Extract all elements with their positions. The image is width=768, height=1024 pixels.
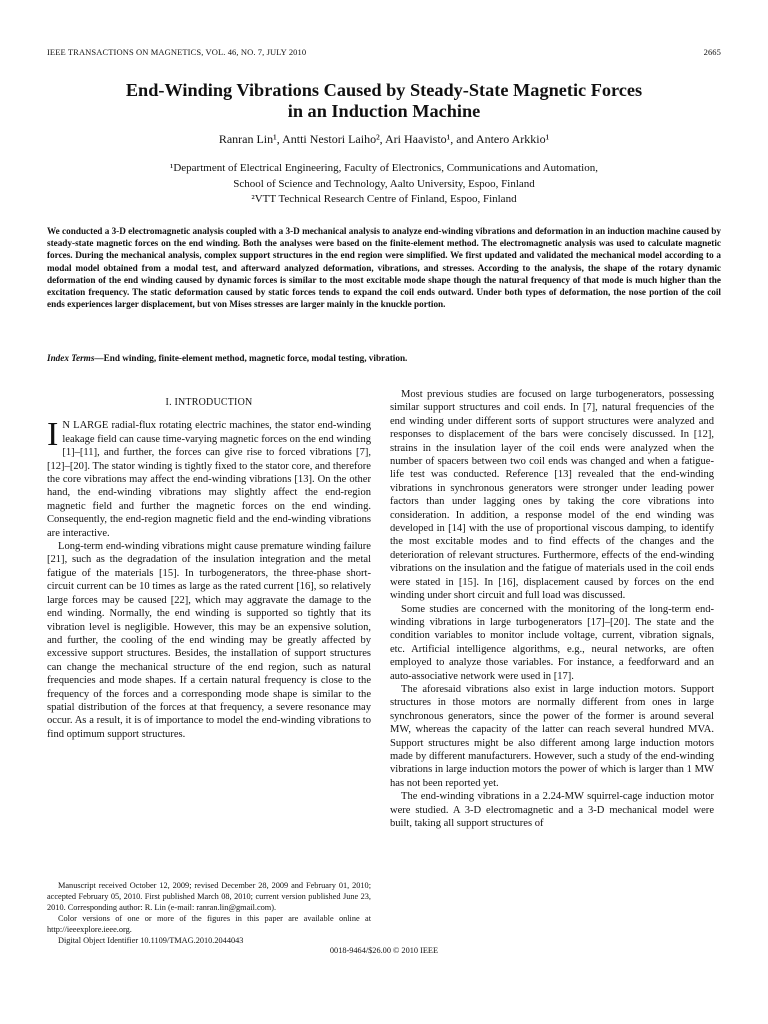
affiliation-line: ²VTT Technical Research Centre of Finland, Espoo, Finland bbox=[251, 193, 517, 206]
right-column bbox=[390, 388, 714, 830]
paragraph: The end-winding vibrations in a 2.24-MW squirrel-cage induction motor were studied. A 3-D electromagnetic and a 3-D mechanical model were built, taking all support structures of bbox=[390, 791, 714, 829]
page-number: 2665 bbox=[703, 47, 721, 57]
footnotes bbox=[47, 880, 371, 946]
title-line-2: in an Induction Machine bbox=[287, 101, 481, 121]
paragraph: Long-term end-winding vibrations might cause premature winding failure [21], such as the degradation of the insulation integration and the metal fatigue of the materials [15]. In turbogenerators, the three-phase short-circuit current can be 10 times as large as the rated current [16], so relatively large forces may be caused [22], which may aggravate the damage to the end winding. Normally, the end winding is supported so tightly that its vibration level is negligible. However, this may be an expensive solution, and further, the cooling of the end winding may be greatly affected by excessive support structures. Besides, the installation of support structures can change the mechanical structure of the end region, such as natural frequencies and mode shapes. If a certain natural frequency is close to the frequency of the forces and a corresponding mode shape is similar to the spatial distribution of the forces at that frequency, a severe resonance may occur. As a result, it is of importance to model the end-winding vibrations to find optimum support structures. bbox=[47, 541, 371, 740]
drop-cap: I bbox=[47, 416, 59, 454]
affiliation-line: School of Science and Technology, Aalto University, Espoo, Finland bbox=[233, 177, 535, 190]
title-line-1: End-Winding Vibrations Caused by Steady-State Magnetic Forces bbox=[125, 80, 643, 100]
left-column bbox=[47, 392, 371, 741]
journal-name: IEEE TRANSACTIONS ON MAGNETICS, VOL. 46, NO. 7, JULY 2010 bbox=[47, 47, 307, 57]
index-terms bbox=[47, 353, 721, 363]
paper-title bbox=[60, 80, 708, 122]
paragraph: Some studies are concerned with the monitoring of the long-term end-winding vibrations in large turbogenerators [17]–[20]. The state and the condition variables to monitor include voltage, current, vibration signals, etc. Artificial intelligence algorithms, e.g., neural networks, are often employed to analyze those variables. For instance, a feedforward and an auto-associative network were used in [17]. bbox=[390, 603, 714, 682]
author-list: Ranran Lin¹, Antti Nestori Laiho², Ari Haavisto¹, and Antero Arkkio¹ bbox=[218, 132, 550, 146]
paragraph bbox=[47, 416, 371, 540]
affiliations bbox=[40, 161, 728, 208]
paragraph-text: N LARGE radial-flux rotating electric machines, the stator end-winding leakage field can cause time-varying magnetic forces on the end winding [1]–[11], and further, the forces can give rise to forced vibrations [7], [12]–[20]. The stator winding is tightly fixed to the stator core, and therefore the core vibrations may affect the end-winding vibrations [13]. On the other hand, the end-winding vibrations may slightly affect the end-region magnetic field and further the magnetic forces on the end winding. Consequently, the end-region magnetic field and the end-winding vibrations are interactive. bbox=[47, 420, 371, 539]
footnote: Digital Object Identifier 10.1109/TMAG.2010.2044043 bbox=[58, 936, 244, 945]
index-terms-label: Index Terms bbox=[47, 353, 95, 363]
section-heading: I. INTRODUCTION bbox=[165, 397, 253, 408]
affiliation-line: ¹Department of Electrical Engineering, Faculty of Electronics, Communications and Automation, bbox=[170, 162, 598, 174]
abstract: We conducted a 3-D electromagnetic analysis coupled with a 3-D mechanical analysis to analyze end-winding vibrations and deformation in an induction machine caused by steady-state magnetic forces on the end winding. Both the analyses were based on the finite-element method. The electromagnetic analysis was used to calculate magnetic forces. During the mechanical analysis, complex support structures in the end region were simplified. We first updated and validated the mechanical model according to a modal model obtained from a modal test, and afterward analyzed deformation, vibrations, and stresses. According to the analysis, the shape of the rotary dynamic deformation of the end winding caused by dynamic forces is similar to the most excitable mode shape though the natural frequency of that mode is much higher than the excitation frequency. The static deformation caused by static forces tends to expand the coil ends outward. Under both types of deformation, the nose portion of the coil ends experiences larger displacement, but von Mises stresses are larger mainly in the knuckle portion. bbox=[47, 226, 721, 310]
footnote: Manuscript received October 12, 2009; revised December 28, 2009 and February 01, 2010; accepted February 05, 2010. First published March 08, 2010; current version published June 23, 2010. Corresponding author: R. Lin (e-mail: ranran.lin@gmail.com). bbox=[47, 881, 371, 912]
paragraph: Most previous studies are focused on large turbogenerators, possessing similar support structures and coil ends. In [7], natural frequencies of the end winding under different sorts of support structures were analyzed and responses to displacement of the bars were concisely discussed. In [12], strains in the insulation layer of the coil ends were analyzed when the number of spacers between two coil ends was changed and when a fatigue-life test was conducted. Reference [13] revealed that the end-winding vibrations in synchronous generators were stronger under leading power factors than under lagging ones by taking the core vibrations into consideration. In addition, a response model of the end winding was developed in [14] with the use of proportional viscous damping, to identify the most excitable modes and to find effects of the changes and the deterioration of relevant structures. Furthermore, effects of the end-winding vibrations on the insulation and the fatigue of materials used in the coil ends were stated in [15]. In [16], displacement caused by forces on the end winding under short circuit and full load was discussed. bbox=[390, 389, 714, 602]
footnote: Color versions of one or more of the figures in this paper are available online at http://ieeexplore.ieee.org. bbox=[47, 914, 371, 934]
running-head bbox=[47, 47, 721, 57]
copyright-line: 0018-9464/$26.00 © 2010 IEEE bbox=[329, 946, 439, 955]
index-terms-text: —End winding, finite-element method, magnetic force, modal testing, vibration. bbox=[94, 353, 408, 363]
paragraph: The aforesaid vibrations also exist in large induction motors. Support structures in those motors are normally different from ones in large synchronous generators, since the power of the former is around several MW, whereas the capacity of the latter can reach several hundred MVA. Support structures might be also different among large induction motors made by different manufacturers. However, such a study of the end-winding vibrations in large induction motors the power of which is larger than 1 MW has not been reported yet. bbox=[390, 683, 714, 789]
